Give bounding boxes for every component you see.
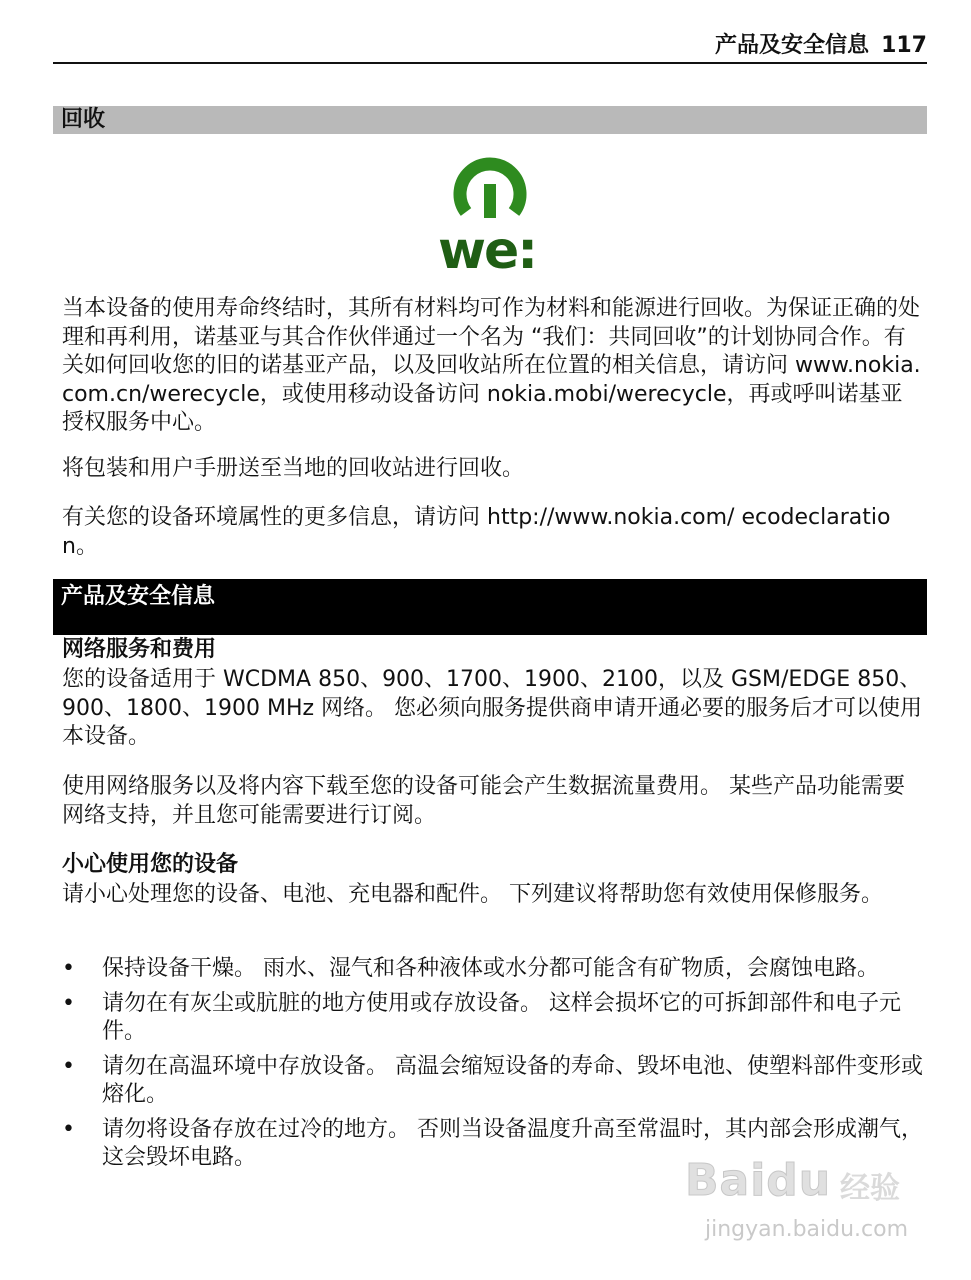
running-header [53, 30, 927, 64]
care-paragraph-1: 请小心处理您的设备、电池、充电器和配件。 下列建议将帮助您有效使用保修服务。 [62, 882, 883, 907]
bullet-icon: • [62, 990, 75, 1016]
bullet-icon: • [62, 956, 75, 981]
logo-text: we: [438, 221, 537, 274]
recycle-paragraph-1: 当本设备的使用寿命终结时，其所有材料均可作为材料和能源进行回收。为保证正确的处理和再利用，诺基亚与其合作伙伴通过一个名为 “我们：共同回收”的计划协同合作。有关如何回收您的旧的诺基亚产品，以及回收站所在位置的相关信息，请访问 www.nokia.com.cn/werecycle，或使用移动设备访问 nokia.mobi/werecycle，再或呼叫诺基亚授权服务中心。 [62, 296, 921, 435]
recycle-paragraph-2: 将包装和用户手册送至当地的回收站进行回收。 [62, 456, 525, 481]
network-paragraph-1: 您的设备适用于 WCDMA 850、900、1700、1900、2100，以及 GSM/EDGE 850、900、1800、1900 MHz 网络。 您必须向服务提供商申请开通必要的服务后才可以使用本设备。 [62, 667, 923, 749]
header-title: 产品及安全信息 [715, 33, 870, 58]
logo-power-bar-icon [484, 184, 496, 218]
bullet-text: 请勿在有灰尘或肮脏的地方使用或存放设备。 这样会损坏它的可拆卸部件和电子元件。 [102, 990, 901, 1044]
page-number: 117 [881, 33, 927, 58]
bullet-icon: • [62, 1116, 75, 1142]
list-item [62, 1053, 924, 1110]
bullet-icon: • [62, 1053, 75, 1079]
list-item [62, 990, 924, 1047]
network-paragraph-2: 使用网络服务以及将内容下载至您的设备可能会产生数据流量费用。 某些产品功能需要网络支持，并且您可能需要进行订阅。 [62, 774, 905, 828]
list-item [62, 955, 924, 984]
baidu-watermark [685, 1125, 925, 1275]
watermark-sub: 经验 [840, 1171, 900, 1206]
watermark-url: jingyan.baidu.com [705, 1217, 909, 1242]
section-heading-recycle: 回收 [53, 106, 927, 134]
subheading-network: 网络服务和费用 [62, 637, 217, 662]
bullet-text: 请勿在高温环境中存放设备。 高温会缩短设备的寿命、毁坏电池、使塑料部件变形或熔化。 [102, 1053, 923, 1107]
bullet-text: 请勿将设备存放在过冷的地方。 否则当设备温度升高至常温时，其内部会形成潮气，这会毁坏电路。 [102, 1116, 923, 1170]
bullet-text: 保持设备干燥。 雨水、湿气和各种液体或水分都可能含有矿物质，会腐蚀电路。 [102, 956, 879, 981]
section-heading-safety: 产品及安全信息 [53, 579, 927, 635]
we-recycle-logo [432, 150, 548, 274]
subheading-care: 小心使用您的设备 [62, 852, 239, 877]
recycle-paragraph-3: 有关您的设备环境属性的更多信息，请访问 http://www.nokia.com/ ecodeclaration。 [62, 505, 891, 559]
watermark-brand: Baidu [685, 1155, 832, 1206]
